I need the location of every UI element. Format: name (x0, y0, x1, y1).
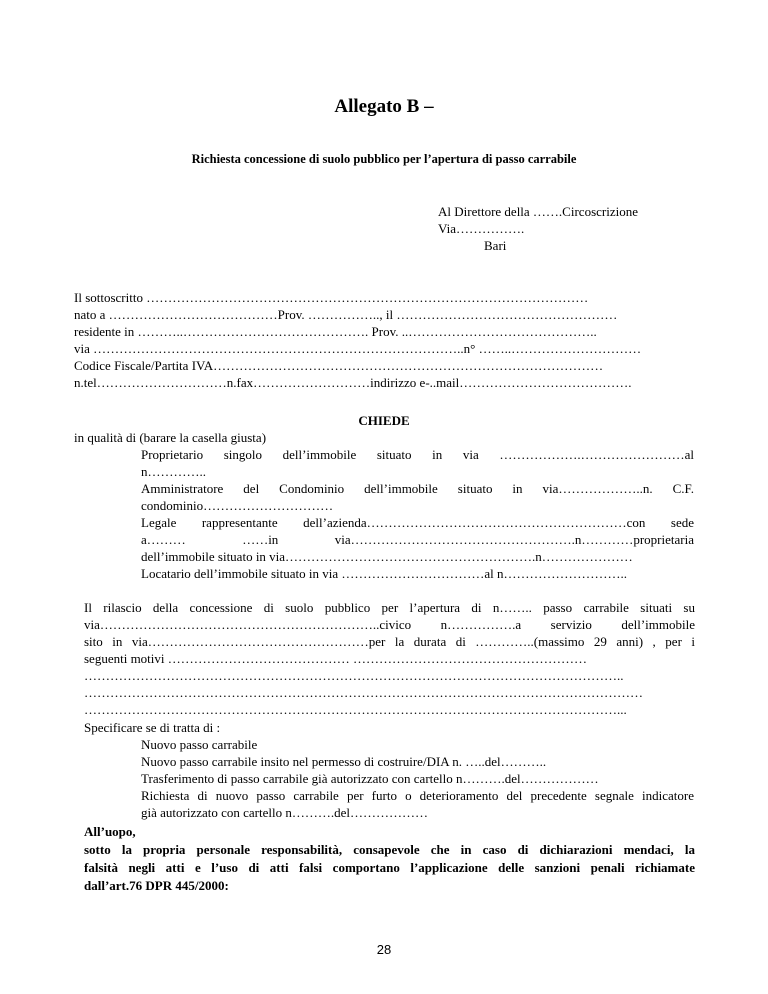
recipient-line-1: Al Direttore della …….Circoscrizione (438, 204, 638, 219)
document-subtitle: Richiesta concessione di suolo pubblico per l’apertura di passo carrabile (191, 152, 577, 166)
request-line-1: Il rilascio della concessione di suolo pubblico per l’apertura di n…….. passo carrabile situati su (84, 600, 695, 615)
capacity-option-administrator: Amministratore del Condominio dell’immobile situato in via………………..n. C.F. (141, 481, 694, 496)
specify-intro: Specificare se di tratta di : (84, 720, 221, 735)
closing-line-1: sotto la propria personale responsabilità, consapevole che in caso di dichiarazioni mendaci, la (84, 842, 695, 857)
capacity-intro: in qualità di (barare la casella giusta) (74, 430, 267, 445)
request-line-2: via………………………………………………………..civico n…………….a servizio dell’immobile (84, 617, 695, 632)
recipient-city: Bari (484, 238, 507, 253)
applicant-residence-line: residente in ………..……………………………………. Prov. ..…………………………………….. (74, 324, 597, 339)
specify-option-permit: Nuovo passo carrabile insito nel permesso di costruire/DIA n. …..del……….. (141, 754, 547, 769)
request-line-4: seguenti motivi …………………………………… ……………………………………………… (84, 651, 588, 666)
capacity-option-tenant: Locatario dell’immobile situato in via ……………………………al n……………………….. (141, 566, 627, 581)
recipient-line-2: Via……………. (438, 221, 525, 236)
specify-option-replacement-cont: già autorizzato con cartello n……….del……………… (141, 805, 429, 820)
request-line-3: sito in via……………………………………………per la durata di …………..(massimo 29 anni) , per i (84, 634, 695, 649)
applicant-name-line: Il sottoscritto ………………………………………………………………………………………… (74, 290, 589, 305)
request-line-6: ………………………………………………………………………………………………………………… (84, 685, 643, 700)
capacity-option-legal-rep-cont: a……… ……in via…………………………………………….n…………proprietaria (141, 532, 694, 547)
applicant-contacts-line: n.tel…………………………n.fax………………………indirizzo e-..mail…………………………………. (74, 375, 632, 390)
capacity-option-legal-rep: Legale rappresentante dell’azienda……………………………………………………con sede (141, 515, 694, 530)
page-number: 28 (376, 942, 392, 957)
capacity-option-administrator-cont: condominio………………………… (141, 498, 334, 513)
request-line-7: ……………………………………………………………………………………………………………... (84, 702, 627, 717)
capacity-option-legal-rep-cont2: dell’immobile situato in via………………………………………………….n………………… (141, 549, 633, 564)
closing-line-2: falsità negli atti e l’uso di atti falsi comportano l’applicazione delle sanzioni penali richiamate (84, 860, 695, 875)
specify-option-replacement: Richiesta di nuovo passo carrabile per furto o deterioramento del precedente segnale indicatore (141, 788, 694, 803)
applicant-street-line: via …………………………………………………………………………..n° ……..………………………… (74, 341, 642, 356)
specify-option-new: Nuovo passo carrabile (141, 737, 258, 752)
applicant-taxcode-line: Codice Fiscale/Partita IVA……………………………………………………………………………… (74, 358, 604, 373)
closing-line-3: dall’art.76 DPR 445/2000: (84, 878, 229, 893)
request-line-5: …………………………………………………………………………………………………………….. (84, 668, 624, 683)
applicant-birth-line: nato a …………………………………Prov. …………….., il …………………………………………… (74, 307, 618, 322)
document-title: Allegato B – (334, 96, 434, 117)
capacity-option-owner-cont: n………….. (141, 464, 206, 479)
capacity-option-owner: Proprietario singolo dell’immobile situato in via ……………….……………………al (141, 447, 694, 462)
chiede-heading: CHIEDE (358, 413, 410, 428)
specify-option-transfer: Trasferimento di passo carrabile già autorizzato con cartello n……….del……………… (141, 771, 599, 786)
closing-heading: All’uopo, (84, 824, 136, 839)
